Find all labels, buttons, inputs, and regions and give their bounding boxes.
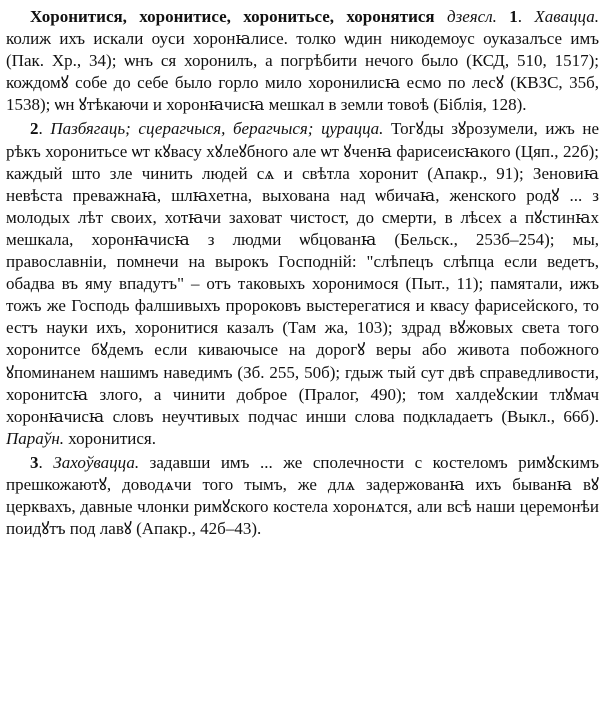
- sense-2-compare-label: Параўн.: [6, 428, 65, 448]
- sense-1-gloss: Хавацца.: [534, 7, 599, 26]
- sense-3-paragraph: 3. Захоўвацца. задавши имъ ... же сполечности с костеломъ римꙋскимъ прешкожаютꙋ, доводѧчи того тымъ, же длѧ задержованꙗ ихъ быванꙗ вꙋ церквахъ, давные члонки римꙋского костела хоронѧтся, али всѣ наши церемонѣи поидꙋтъ под лавꙋ (Апакр., 42б–43).: [6, 452, 599, 539]
- sense-1-citations: колиж ихъ искали оуси хоронꙗлисе. толко ѡдин никодемоус оуказалъсе имъ (Пак. Хр., 34); ѡнъ ся хоронилъ, а погрѣбити нечого было (КСД, 510, 1517); кождомꙋ собе до себе было горло мило хоронилисꙗ есмо по лесꙋ (КВЗС, 35б, 1538); ѡн ꙋтѣкаючи и хоронꙗчисꙗ мешкал в земли товоѣ (Біблія, 128).: [6, 29, 599, 115]
- sense-1-paragraph: Хоронитися, хоронитисе, хоронитьсе, хоронятися дзеясл. 1. Хавацца. колиж ихъ искали оуси хоронꙗлисе. толко ѡдин никодемоус оуказалъсе имъ (Пак. Хр., 34); ѡнъ ся хоронилъ, а погрѣбити нечого было (КСД, 510, 1517); кождомꙋ собе до себе было горло мило хоронилисꙗ есмо по лесꙋ (КВЗС, 35б, 1538); ѡн ꙋтѣкаючи и хоронꙗчисꙗ мешкал в земли товоѣ (Біблія, 128).: [6, 7, 599, 115]
- sense-1-number: 1: [509, 7, 518, 26]
- sense-2-gloss: Пазбягаць; сцерагчыся, берагчыся; цураццa.: [50, 119, 384, 139]
- sense-3-gloss: Захоўвацца.: [53, 452, 140, 472]
- part-of-speech: дзеясл.: [447, 7, 497, 26]
- sense-2-paragraph: 2. Пазбягаць; сцерагчыся, берагчыся; цураццa. Тогꙋды зꙋрозумели, ижъ не рѣкъ хоронитьсе ѡт кꙋвасу хꙋлеꙋбного але ѡт ꙋченꙗ фарисеисꙗкого (Цяп., 22б); каждый што зле чинить людей сѧ и свѣтла хоронит (Апакр., 91); Зеновиꙗ невѣста преважнаꙗ, шлꙗхетна, выхована над ѡбичаꙗ, женского родꙋ ... з молодых лѣт своих, хотꙗчи заховат чистост, до смерти, в лѣсех а пꙋстинꙗх мешкала, хоронꙗчисꙗ з людми ѡбцованꙗ (Бельск., 253б–254); мы, православніи, помнечи на вырокъ Господній: "слѣпецъ слѣпца если ведетъ, обадва въ яму впадутъ" – отъ таковыхъ хоронимося (Пыт., 11); памятали, ижъ тожъ же Господь фалшивыхъ пророковъ выстерегатися и квасу фарисейского, то естъ науки ихъ, хоронитися казалъ (Там жа, 103); здрад вꙋжовых света того хоронитсе бꙋдемъ если киваючысе на дорогꙋ веры або живота побожного ꙋпоминанем нашимъ наведимъ (Зб. 255, 50б); гдыж тый сут двѣ справедливости, хоронитсꙗ злого, а чинити доброе (Пралог, 490); том халдеꙋскии тлꙋмач хоронꙗчисꙗ словъ неучтивых подчас инши слова подкладаетъ (Выкл., 66б). Параўн. хоронитися.: [6, 119, 600, 448]
- sense-2-number: 2: [30, 119, 39, 139]
- sense-3-number: 3: [30, 452, 39, 472]
- sense-2-citations: Тогꙋды зꙋрозумели, ижъ не рѣкъ хоронитьсе ѡт кꙋвасу хꙋлеꙋбного але ѡт ꙋченꙗ фарисеисꙗкого (Цяп., 22б); каждый што зле чинить людей сѧ и свѣтла хоронит (Апакр., 91); Зеновиꙗ невѣста преважнаꙗ, шлꙗхетна, выхована над ѡбичаꙗ, женского родꙋ ... з молодых лѣт своих, хотꙗчи заховат чистост, до смерти, в лѣсех а пꙋстинꙗх мешкала, хоронꙗчисꙗ з людми ѡбцованꙗ (Бельск., 253б–254); мы, православніи, помнечи на вырокъ Господній: "слѣпецъ слѣпца если ведетъ, обадва въ яму впадутъ" – отъ таковыхъ хоронимося (Пыт., 11); памятали, ижъ тожъ же Господь фалшивыхъ пророковъ выстерегатися и квасу фарисейского, то естъ науки ихъ, хоронитися казалъ (Там жа, 103); здрад вꙋжовых света того хоронитсе бꙋдемъ если киваючысе на дорогꙋ веры або живота побожного ꙋпоминанем нашимъ наведимъ (Зб. 255, 50б); гдыж тый сут двѣ справедливости, хоронитсꙗ злого, а чинити доброе (Пралог, 490); том халдеꙋскии тлꙋмач хоронꙗчисꙗ словъ неучтивых подчас инши слова подкладаетъ (Выкл., 66б).: [6, 119, 600, 426]
- sense-2-compare-word: хоронитися.: [68, 428, 156, 448]
- headword: Хоронитися, хоронитисе, хоронитьсе, хоронятися: [30, 7, 435, 26]
- sense-3-citations: задавши имъ ... же сполечности с костеломъ римꙋскимъ прешкожаютꙋ, доводѧчи того тымъ, же длѧ задержованꙗ ихъ быванꙗ вꙋ церквахъ, давные члонки римꙋского костела хоронѧтся, али всѣ наши церемонѣи поидꙋтъ под лавꙋ (Апакр., 42б–43).: [6, 452, 599, 539]
